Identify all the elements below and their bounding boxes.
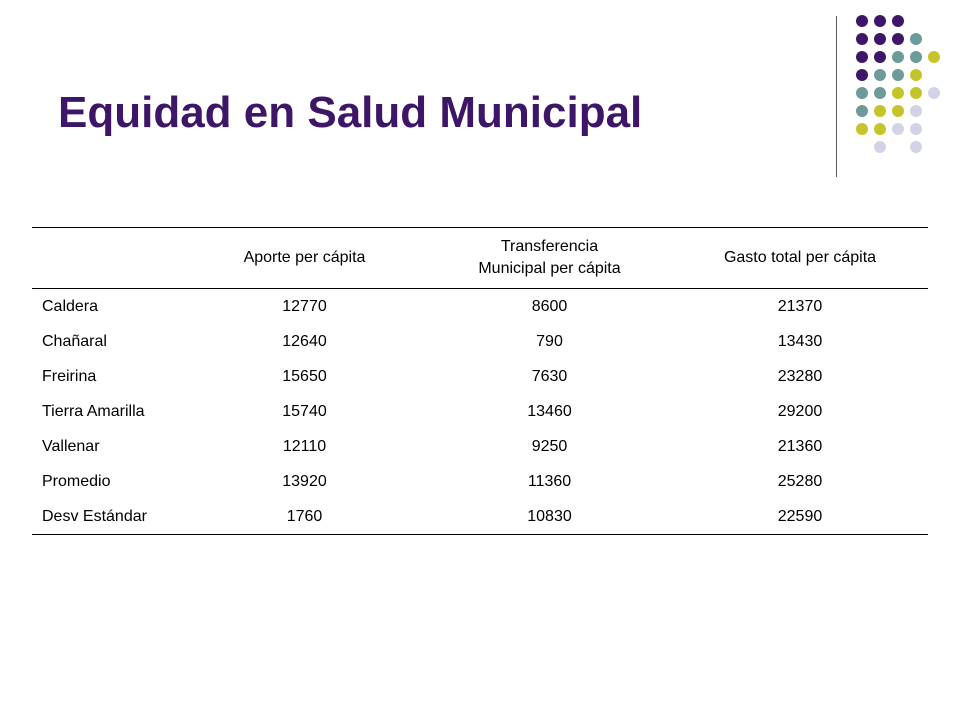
cell-commune: Caldera	[42, 297, 99, 315]
cell-aporte: 15650	[282, 367, 327, 385]
cell-commune: Vallenar	[42, 437, 100, 455]
decor-dot	[892, 69, 904, 81]
cell-transferencia: 790	[536, 332, 563, 350]
header-commune	[32, 228, 182, 289]
page-title: Equidad en Salud Municipal	[58, 88, 643, 137]
cell-gasto: 25280	[777, 472, 823, 490]
decor-dot	[856, 15, 868, 27]
cell-aporte: 12770	[282, 297, 327, 315]
cell-transferencia: 8600	[531, 297, 568, 315]
decor-dot	[928, 87, 940, 99]
decor-dot	[856, 105, 868, 117]
cell-gasto: 23280	[777, 367, 823, 385]
decor-dot	[856, 123, 868, 135]
decor-dot	[892, 87, 904, 99]
cell-commune: Promedio	[42, 472, 111, 490]
cell-commune: Desv Estándar	[42, 507, 147, 525]
decor-dot	[910, 87, 922, 99]
decor-dot	[892, 33, 904, 45]
decor-dot	[874, 51, 886, 63]
cell-aporte: 12640	[282, 332, 327, 350]
cell-gasto: 29200	[777, 402, 823, 420]
decor-dot	[910, 69, 922, 81]
header-aporte: Aporte per cápita	[243, 249, 366, 266]
decor-dot	[874, 105, 886, 117]
cell-gasto: 22590	[777, 507, 823, 525]
table-row	[32, 324, 928, 359]
cell-transferencia: 9250	[531, 437, 568, 455]
decor-dot	[874, 123, 886, 135]
decor-dot	[892, 123, 904, 135]
cell-gasto: 21360	[777, 437, 823, 455]
table-header-row	[32, 228, 928, 289]
table-row	[32, 289, 928, 325]
header-transferencia	[427, 228, 672, 289]
decor-dot	[874, 87, 886, 99]
cell-transferencia: 10830	[527, 507, 572, 525]
decor-dot	[874, 141, 886, 153]
cell-aporte: 15740	[282, 402, 327, 420]
decor-dot	[892, 105, 904, 117]
cell-commune: Tierra Amarilla	[42, 402, 145, 420]
decor-dot	[856, 33, 868, 45]
decor-dot	[928, 51, 940, 63]
cell-transferencia: 11360	[527, 472, 572, 490]
health-equity-table	[32, 227, 928, 535]
cell-aporte: 12110	[282, 437, 327, 455]
decor-dot	[874, 33, 886, 45]
header-transferencia-line1: Transferencia	[500, 238, 599, 255]
cell-transferencia: 13460	[527, 402, 572, 420]
header-gasto: Gasto total per cápita	[723, 249, 877, 266]
decor-dot	[910, 123, 922, 135]
cell-gasto: 13430	[777, 332, 823, 350]
header-transferencia-line2: Municipal per cápita	[478, 260, 621, 277]
decor-dot	[910, 105, 922, 117]
decor-dot	[856, 69, 868, 81]
decor-dot	[856, 87, 868, 99]
cell-transferencia: 7630	[531, 367, 568, 385]
table-row	[32, 429, 928, 464]
table-row	[32, 464, 928, 499]
decor-dot	[856, 51, 868, 63]
table-row	[32, 394, 928, 429]
cell-commune: Chañaral	[42, 332, 107, 350]
cell-aporte: 13920	[282, 472, 327, 490]
decor-dot	[910, 33, 922, 45]
decor-dot	[892, 51, 904, 63]
table-row	[32, 499, 928, 535]
cell-commune: Freirina	[42, 367, 97, 385]
cell-aporte: 1760	[286, 507, 323, 525]
decor-dot	[892, 15, 904, 27]
title-divider-line	[836, 16, 837, 177]
table-row	[32, 359, 928, 394]
decor-dot	[874, 69, 886, 81]
decor-dot	[874, 15, 886, 27]
decor-dot	[910, 141, 922, 153]
decor-dot	[910, 51, 922, 63]
cell-gasto: 21370	[777, 297, 823, 315]
